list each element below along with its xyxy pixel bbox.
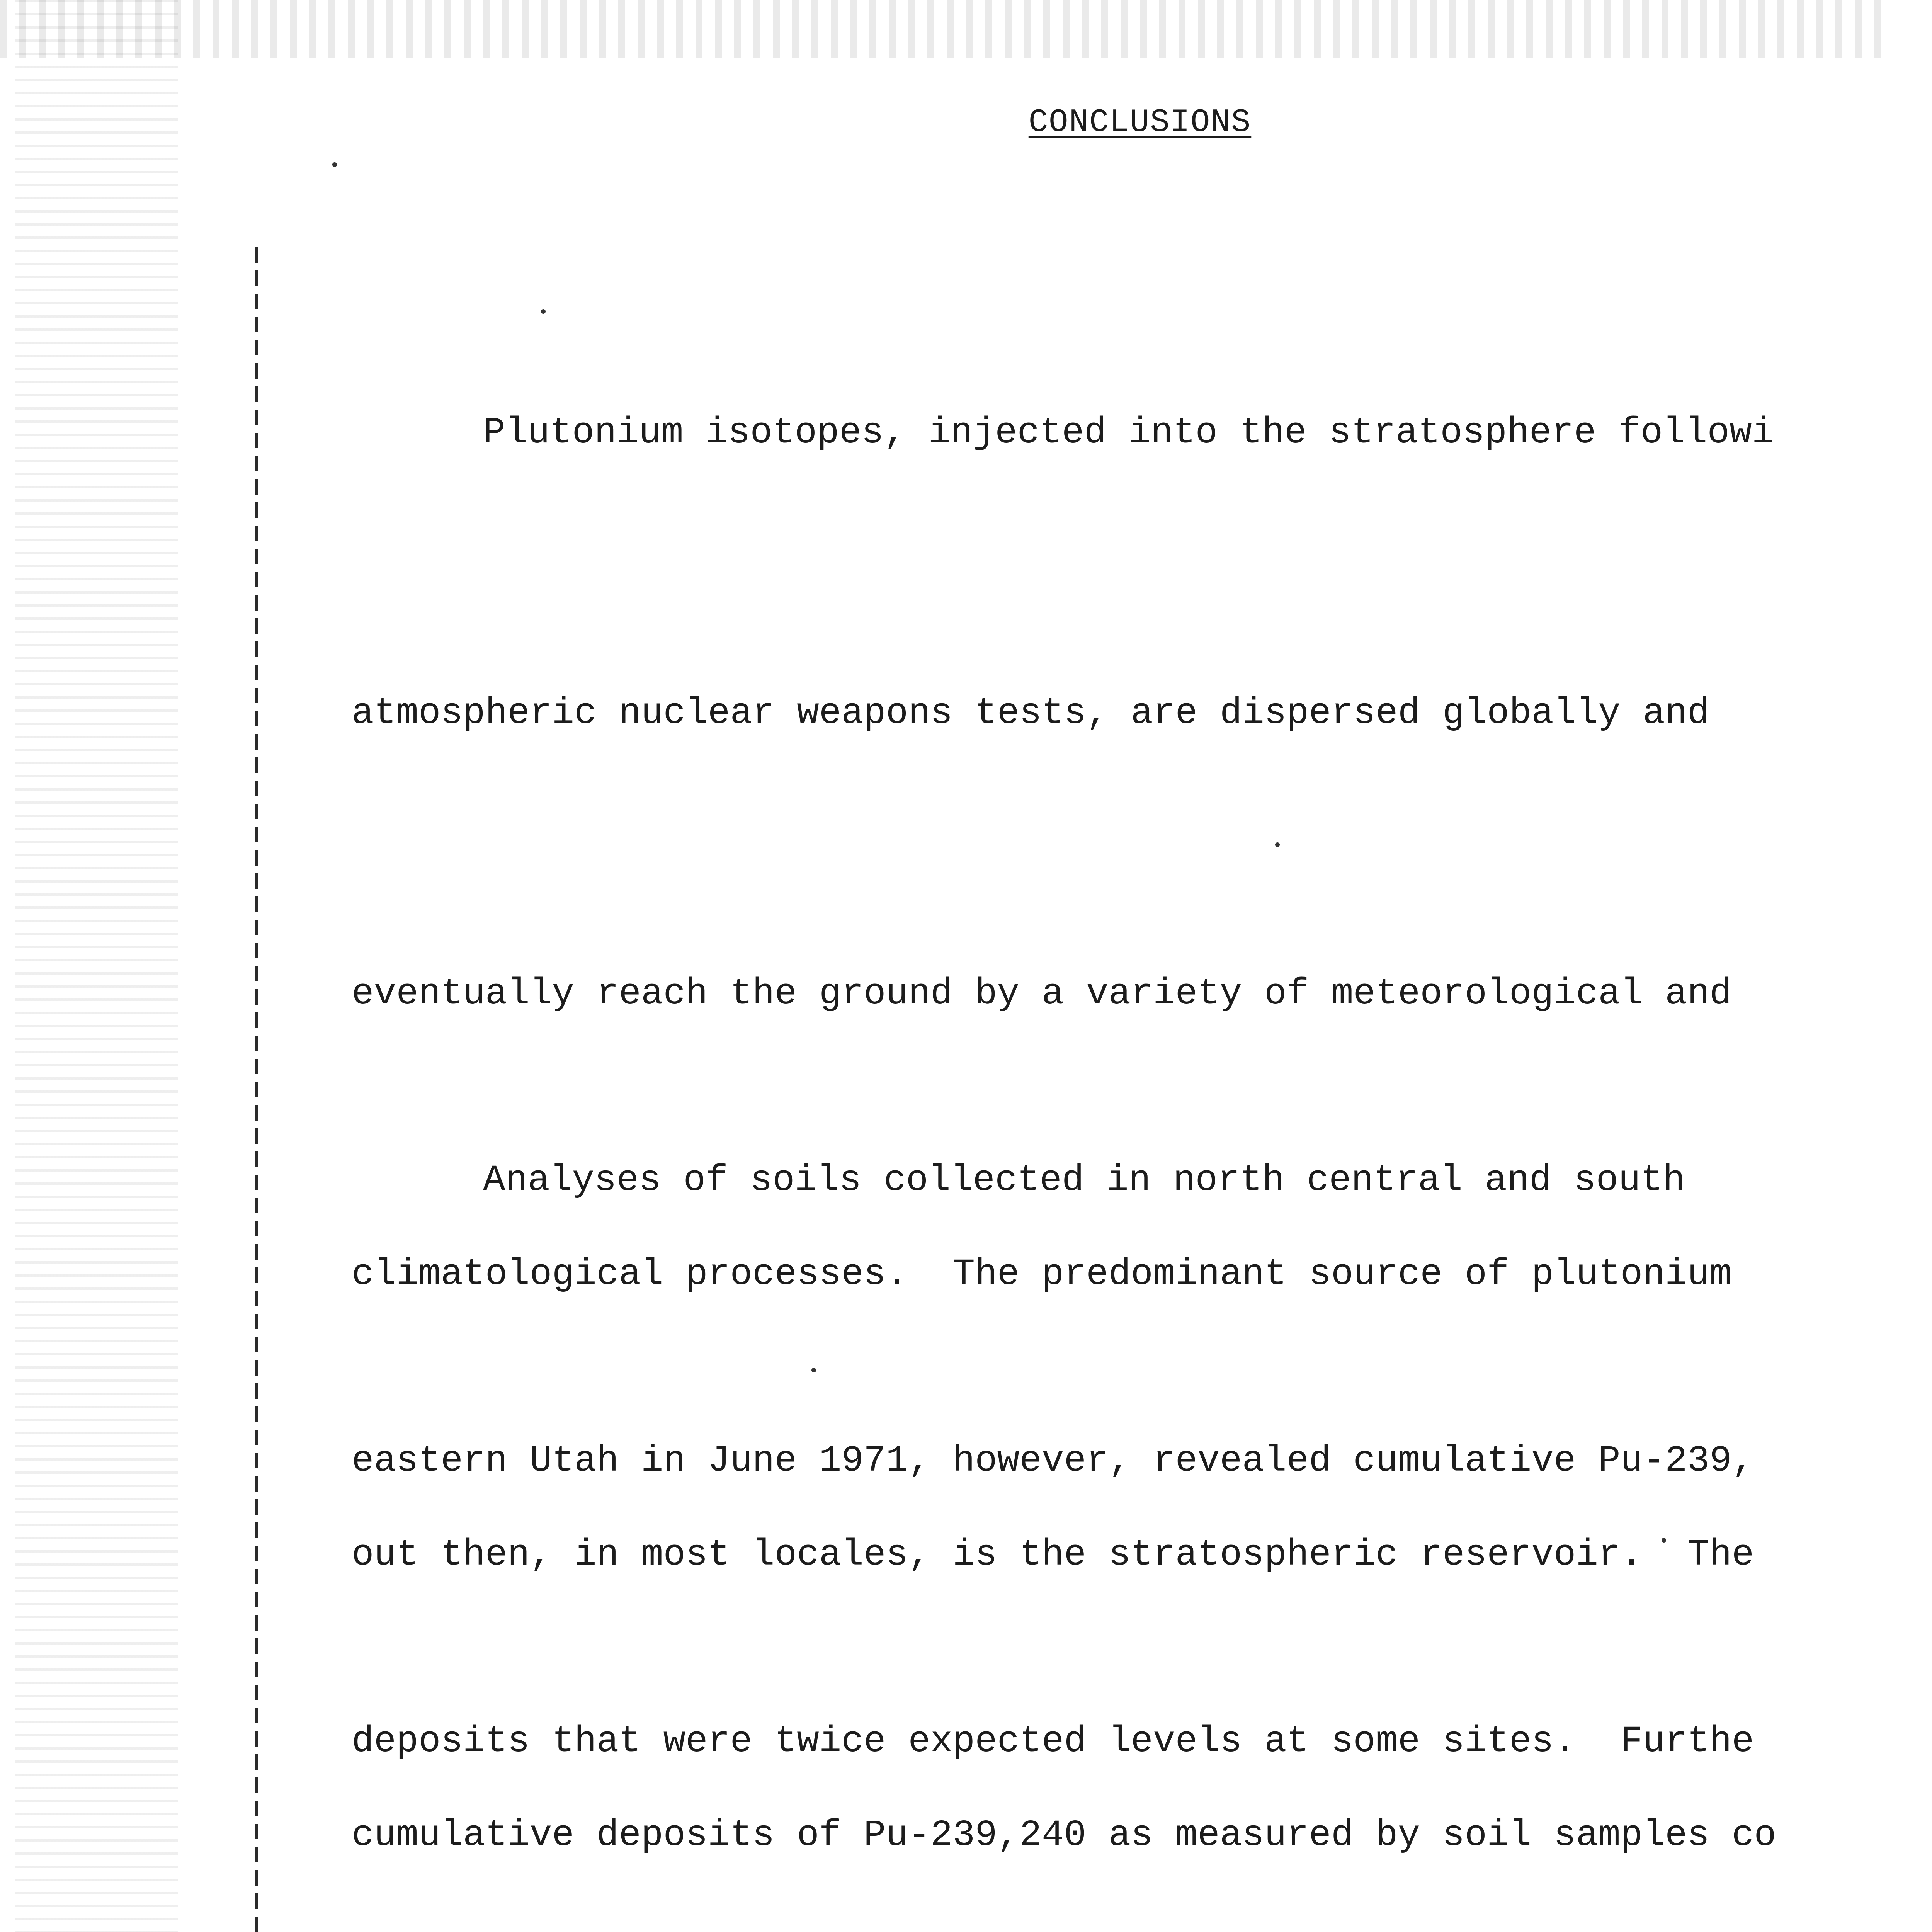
scan-speck [332, 162, 337, 167]
text-line: eastern Utah in June 1971, however, revealed cumulative Pu-239, [352, 1440, 1754, 1482]
text-line: atmospheric nuclear weapons tests, are dispersed globally and [352, 692, 1710, 734]
text-line: eventually reach the ground by a variety of meteorological and [352, 973, 1732, 1015]
text-line: climatological processes. The predominant source of plutonium [352, 1253, 1732, 1295]
left-margin-rule [255, 247, 258, 1932]
text-line: Analyses of soils collected in north central and south [483, 1159, 1685, 1201]
page-title: CONCLUSIONS [1028, 104, 1252, 141]
scan-binding-strip [15, 0, 178, 1932]
paragraph-2 [352, 947, 1932, 1932]
scan-smudge-top [0, 0, 1893, 58]
text-line: cumulative deposits of Pu-239,240 as measured by soil samples co [352, 1814, 1776, 1856]
text-line: deposits that were twice expected levels at some sites. Furthe [352, 1720, 1754, 1762]
text-line: out then, in most locales, is the stratospheric reservoir. The [352, 1534, 1754, 1576]
text-line: Plutonium isotopes, injected into the stratosphere followi [483, 412, 1774, 454]
